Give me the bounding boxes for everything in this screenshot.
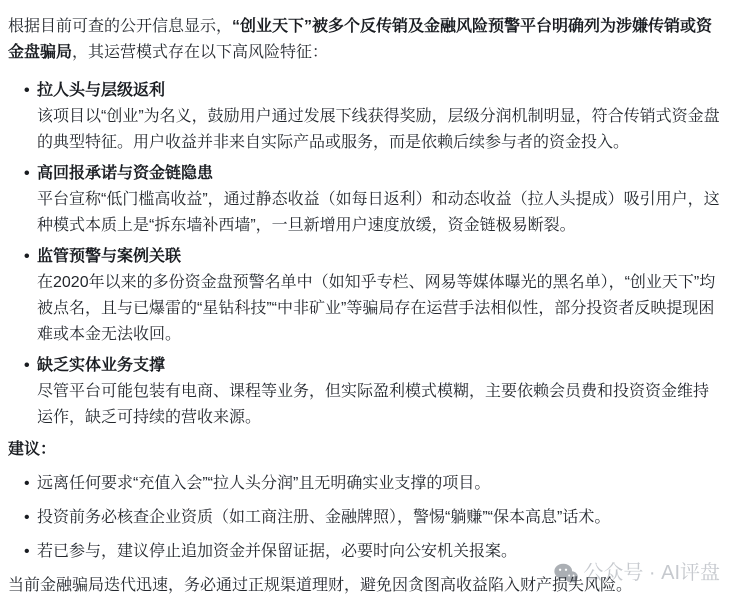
feature-body: 在2020年以来的多份资金盘预警名单中（如知乎专栏、网易等媒体曝光的黑名单），“创业天下”均被点名，且与已爆雷的“星钻科技”“中非矿业”等骗局存在运营手法相似性，部分投资者反映提现困难或本金无法收回。 <box>37 274 716 343</box>
intro-prefix: 根据目前可查的公开信息显示， <box>8 18 233 35</box>
feature-body: 该项目以“创业”为名义，鼓励用户通过发展下线获得奖励，层级分润机制明显，符合传销式资金盘的典型特征。用户收益并非来自实际产品或服务，而是依赖后续参与者的资金投入。 <box>37 108 720 151</box>
suggestions-heading: 建议： <box>8 441 57 458</box>
feature-title: • 拉人头与层级返利 <box>37 82 166 99</box>
list-item <box>37 78 724 156</box>
list-item <box>37 161 724 239</box>
list-item: • 投资前务必核查企业资质（如工商注册、金融牌照），警惕“躺赚”“保本高息”话术。 <box>37 505 724 531</box>
risk-feature-list <box>8 78 724 431</box>
list-item <box>37 244 724 348</box>
list-item <box>37 353 724 431</box>
article <box>0 14 733 599</box>
intro-suffix: ，其运营模式存在以下高风险特征： <box>72 44 329 61</box>
watermark-text: 公众号 · AI评盘 <box>583 562 720 584</box>
closing-paragraph: 当前金融骗局迭代迅速，务必通过正规渠道理财，避免因贪图高收益陷入财产损失风险。 <box>8 577 633 594</box>
list-item: • 远离任何要求“充值入会”“拉人头分润”且无明确实业支撑的项目。 <box>37 471 724 497</box>
feature-title: • 监管预警与案例关联 <box>37 248 182 265</box>
feature-title: • 高回报承诺与资金链隐患 <box>37 165 214 182</box>
suggestion-list <box>8 471 724 565</box>
feature-body: 尽管平台可能包装有电商、课程等业务，但实际盈利模式模糊，主要依赖会员费和投资资金维持运作，缺乏可持续的营收来源。 <box>37 383 710 426</box>
feature-body: 平台宣称“低门槛高收益”，通过静态收益（如每日返利）和动态收益（拉人头提成）吸引用户，这种模式本质上是“拆东墙补西墙”，一旦新增用户速度放缓，资金链极易断裂。 <box>37 191 720 234</box>
intro-bold-statement: “创业天下”被多个反传销及金融风险预警平台明确列为涉嫌传销或资金盘骗局 <box>8 18 713 61</box>
list-item: • 若已参与，建议停止追加资金并保留证据，必要时向公安机关报案。 <box>37 539 724 565</box>
intro-paragraph <box>8 14 724 66</box>
feature-title: • 缺乏实体业务支撑 <box>37 357 166 374</box>
